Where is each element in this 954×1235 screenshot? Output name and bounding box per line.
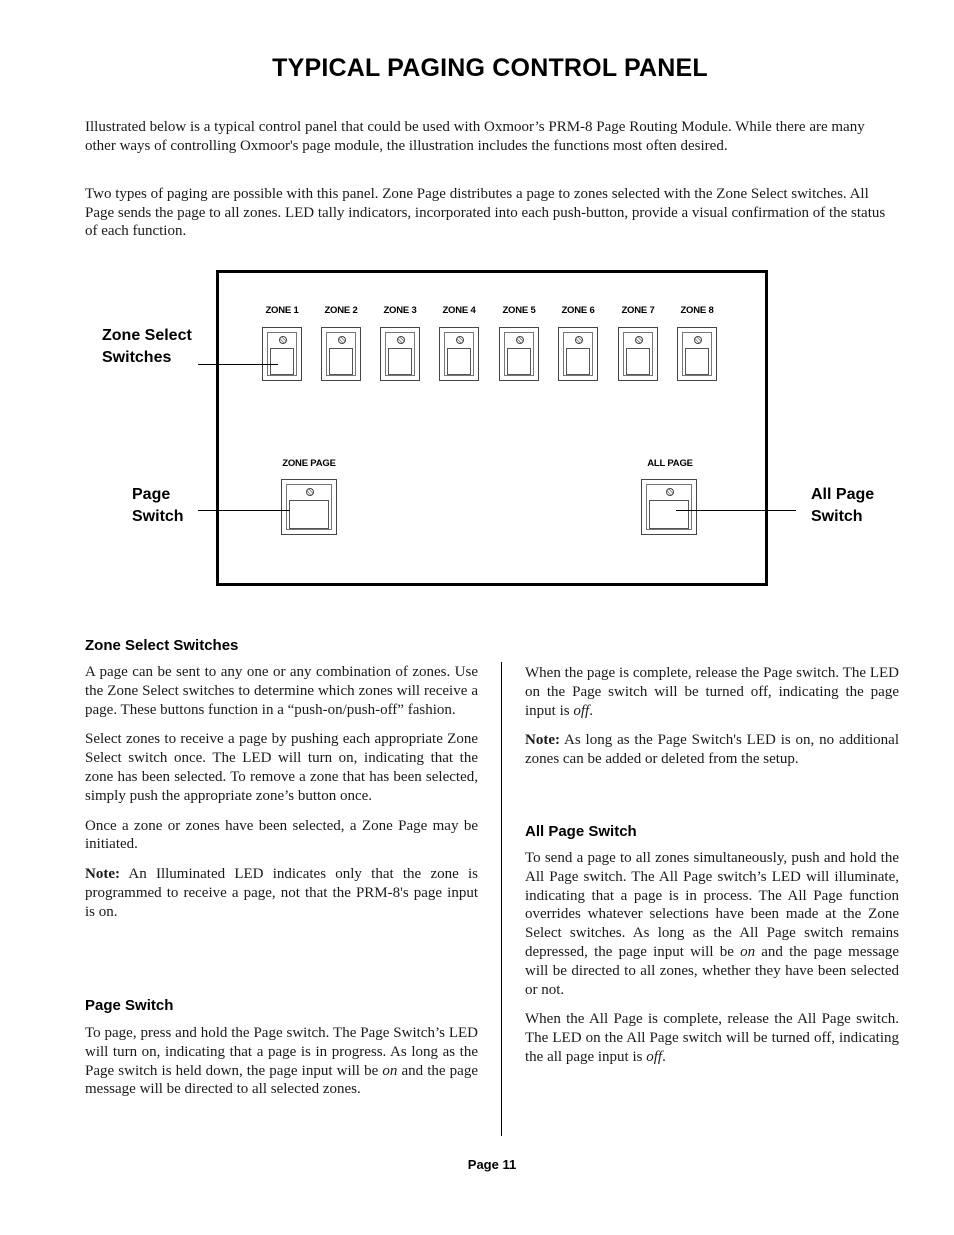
led-icon [338, 336, 346, 344]
zone-select-callout-line1: Zone Select [102, 327, 192, 344]
led-icon [635, 336, 643, 344]
page-switch-heading: Page Switch [85, 997, 174, 1014]
page-switch-leader-line [198, 510, 290, 511]
page-switch-callout-line2: Switch [132, 508, 184, 525]
page-number: Page 11 [467, 1157, 517, 1172]
zone-5-switch [499, 327, 539, 381]
zone-select-callout [102, 325, 192, 369]
zone-1-switch [262, 327, 302, 381]
led-icon [397, 336, 405, 344]
page-switch-note [525, 731, 899, 769]
zone-7-switch [618, 327, 658, 381]
page-title: TYPICAL PAGING CONTROL PANEL [272, 54, 708, 82]
right-column [525, 664, 899, 769]
emphasis: on [382, 1062, 398, 1079]
zone-8-switch [677, 327, 717, 381]
zone-select-paragraph-2: Select zones to receive a page by pushing each appropriate Zone Select switch once. The LED will turn on, indicating that the zone has been selected. To remove a zone that has been selected, simply push the appropriate zone’s button once. [85, 731, 478, 804]
zone-select-note [85, 865, 478, 921]
zone-3-label: ZONE 3 [383, 305, 417, 316]
text-run: . [662, 1048, 666, 1065]
zone-select-paragraph-3: Once a zone or zones have been selected, a Zone Page may be initiated. [85, 817, 478, 853]
text-run: To page, press and hold the Page switch. The Page Switch’s LED will turn on, indicating that a page is in progress. As long as the Page switch is held down, the page input will be [85, 1025, 478, 1079]
text-run: To send a page to all zones simultaneously, push and hold the All Page switch. The All Page switch’s LED will illuminate, indicating that a page is in process. The All Page function overrides whatever selections have been made at the Zone Select switches. As long as the All Page switch remains depressed, the page input will be [525, 850, 899, 960]
all-page-switch [641, 479, 697, 535]
page-switch-callout-line1: Page [132, 486, 171, 503]
all-page-label: ALL PAGE [647, 458, 693, 469]
led-icon [456, 336, 464, 344]
zone-4-label: ZONE 4 [442, 305, 476, 316]
zone-page-label: ZONE PAGE [282, 458, 336, 469]
note-label: Note: [525, 732, 560, 749]
zone-6-switch [558, 327, 598, 381]
all-page-callout-line2: Switch [811, 508, 863, 525]
zone-2-switch [321, 327, 361, 381]
column-divider [501, 662, 502, 1136]
intro-paragraph-1: Illustrated below is a typical control panel that could be used with Oxmoor’s PRM-8 Page Routing Module. While there are many other ways of controlling Oxmoor's page module, the illustration includes the functions most often desired. [85, 119, 865, 154]
intro-paragraph-2: Two types of paging are possible with this panel. Zone Page distributes a page to zones selected with the Zone Select switches. All Page sends the page to all zones. LED tally indicators, incorporated into each push-button, provide a visual confirmation of the status of each function. [85, 186, 886, 240]
zone-1-label: ZONE 1 [265, 305, 299, 316]
zone-select-paragraph-1: A page can be sent to any one or any combination of zones. Use the Zone Select switches to determine which zones will receive a page. These buttons function in a “push-on/push-off” fashion. [85, 664, 478, 718]
zone-7-label: ZONE 7 [621, 305, 655, 316]
text-run: . [589, 702, 593, 719]
zone-page-switch [281, 479, 337, 535]
zone-4-switch [439, 327, 479, 381]
left-column [85, 663, 478, 922]
led-icon [279, 336, 287, 344]
text-run: When the All Page is complete, release the All Page switch. The LED on the All Page switch will be turned off, indicating the all page input is [525, 1011, 899, 1065]
page-switch-section [85, 1024, 478, 1099]
text-run: and the page message will be directed to all selected zones. [85, 1062, 478, 1098]
zone-5-label: ZONE 5 [502, 305, 536, 316]
all-page-paragraph-1 [525, 849, 899, 999]
page-complete-paragraph [525, 664, 899, 720]
page-switch-callout [132, 484, 184, 528]
page-switch-paragraph [85, 1024, 478, 1099]
note-label: Note: [85, 866, 120, 883]
note-text: An Illuminated LED indicates only that the zone is programmed to receive a page, not that the PRM-8's page input is on. [85, 866, 478, 920]
zone-select-heading: Zone Select Switches [85, 637, 239, 654]
all-page-heading: All Page Switch [525, 823, 637, 840]
led-icon [575, 336, 583, 344]
emphasis: off [646, 1048, 663, 1065]
zone-3-switch [380, 327, 420, 381]
zone-6-label: ZONE 6 [561, 305, 595, 316]
text-run: When the page is complete, release the Page switch. The LED on the Page switch will be turned off, indicating the page input is [525, 665, 899, 719]
led-icon [306, 488, 314, 496]
emphasis: off [573, 702, 590, 719]
note-text: As long as the Page Switch's LED is on, no additional zones can be added or deleted from the setup. [525, 732, 899, 768]
control-panel-diagram [216, 270, 768, 586]
zone-2-label: ZONE 2 [324, 305, 358, 316]
led-icon [666, 488, 674, 496]
zone-select-leader-line [198, 364, 278, 365]
all-page-section [525, 849, 899, 1067]
all-page-callout-line1: All Page [811, 486, 875, 503]
all-page-callout [811, 484, 874, 528]
text-run: and the page message will be directed to all zones, whether they have been selected or not. [525, 943, 899, 998]
all-page-leader-line [676, 510, 796, 511]
zone-8-label: ZONE 8 [680, 305, 714, 316]
all-page-paragraph-2 [525, 1010, 899, 1066]
zone-select-callout-line2: Switches [102, 349, 172, 366]
led-icon [516, 336, 524, 344]
emphasis: on [740, 943, 756, 960]
led-icon [694, 336, 702, 344]
